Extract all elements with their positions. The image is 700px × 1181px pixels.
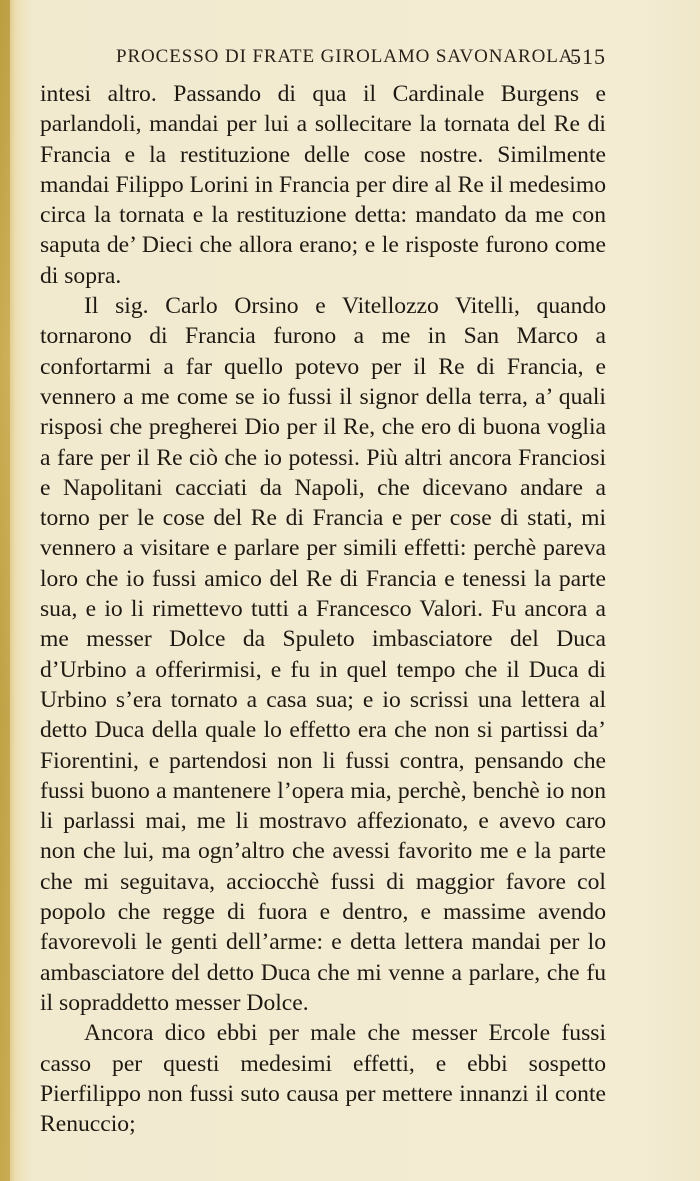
paragraph-2: Il sig. Carlo Orsino e Vitellozzo Vitelli, quando tornarono di Francia furono a me in San Marco a confortarmi a far quello potevo per il Re di Francia, e vennero a me come se io fussi il signor della terra, a’ quali risposi che pregherei Dio per il Re, che ero di buona voglia a fare per il Re ciò che io potessi. Più altri ancora Franciosi e Napolitani cacciati da Napoli, che dicevano andare a torno per le cose del Re di Francia e per cose di stati, mi vennero a visitare e parlare per simili effetti: perchè pareva loro che io fussi amico del Re di Francia e tenessi la parte sua, e io li rimettevo tutti a Francesco Valori. Fu ancora a me messer Dolce da Spuleto imbasciatore del Duca d’Urbino a offerirmisi, e fu in quel tempo che il Duca di Urbino s’era tornato a casa sua; e io scrissi una lettera al detto Duca della quale lo effetto era che non si partissi da’ Fiorentini, e partendosi non li fussi contra, pensando che fussi buono a mantenere l’opera mia, perchè, benchè io non li parlassi mai, me li mostravo affezionato, e avevo caro non che lui, ma ogn’altro che avessi favorito me e la parte che mi seguitava, acciocchè fussi di maggior favore col popolo che regge di fuora e dentro, e massime avendo favorevoli le genti dell’arme: e detta lettera mandai per lo ambasciatore del detto Duca che mi venne a parlare, che fu il sopraddetto messer Dolce. xyxy=(40,293,606,1016)
page-edge-stain xyxy=(0,0,10,1181)
paragraph-1: intesi altro. Passando di qua il Cardinale Burgens e parlandoli, mandai per lui a sollecitare la tornata del Re di Francia e la restituzione delle cose nostre. Similmente mandai Filippo Lorini in Francia per dire al Re il medesimo circa la tornata e la restituzione detta: mandato da me con saputa de’ Dieci che allora erano; e le risposte furono come di sopra. xyxy=(40,81,606,289)
running-head: PROCESSO DI FRATE GIROLAMO SAVONAROLA. xyxy=(116,46,579,67)
paragraph-3: Ancora dico ebbi per male che messer Ercole fussi casso per questi medesimi effetti, e ebbi sospetto Pierfilippo non fussi suto causa per mettere innanzi il conte Renuccio; xyxy=(40,1020,606,1138)
page-header xyxy=(40,46,606,76)
page-number: 515 xyxy=(570,44,606,69)
body-text xyxy=(40,79,606,1139)
